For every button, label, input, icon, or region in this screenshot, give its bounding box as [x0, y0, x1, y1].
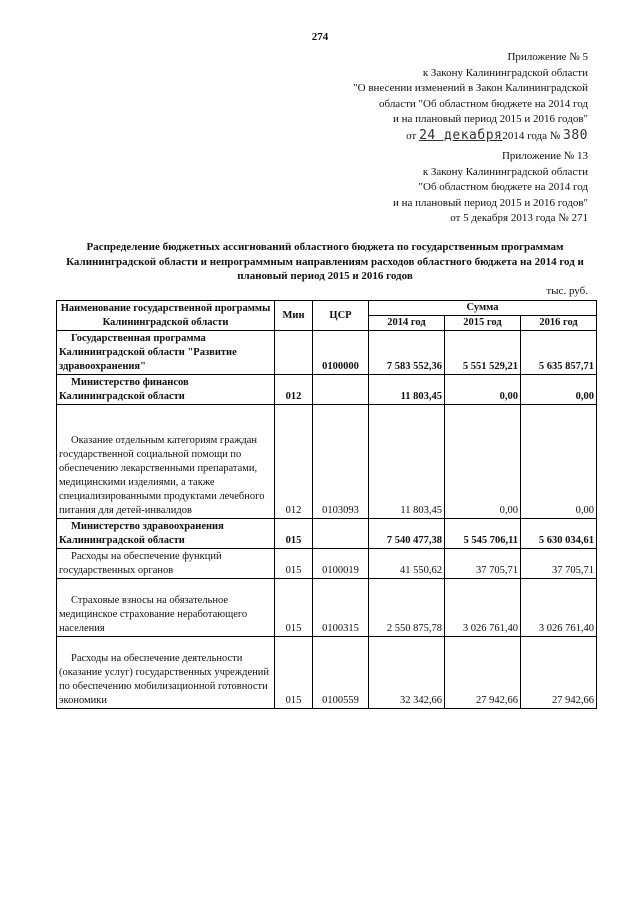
appendix-13-date-line: от 5 декабря 2013 года № 271	[450, 212, 588, 224]
table-row	[57, 579, 597, 637]
row-2015: 5 551 529,21	[445, 331, 521, 375]
row-name: Оказание отдельным категориям граждан государственной социальной помощи по обеспечению лекарственными препаратами, медицинскими изделиями, а также специализированными продуктами лечебного питания для детей-инвалидов	[57, 405, 275, 519]
row-name: Государственная программа Калининградской области "Развитие здравоохранения"	[57, 331, 275, 375]
row-name: Министерство финансов Калининградской области	[57, 375, 275, 405]
row-csr: 0103093	[313, 405, 369, 519]
header-name: Наименование государственной программы Калининградской области	[57, 301, 275, 331]
row-2016: 0,00	[521, 375, 597, 405]
table-row	[57, 331, 597, 375]
row-2015: 3 026 761,40	[445, 579, 521, 637]
appendix-13-law-ref: к Закону Калининградской области	[422, 165, 588, 178]
date-suffix: 2014 года №	[502, 129, 561, 142]
appendix-5-date-line	[353, 128, 588, 145]
row-2014: 32 342,66	[369, 637, 445, 709]
row-name: Министерство здравоохранения Калининградской области	[57, 519, 275, 549]
appendix-5-title: Приложение № 5	[507, 51, 588, 63]
header-2015: 2015 год	[445, 316, 521, 331]
handwritten-date: 24 декабря	[419, 127, 503, 143]
row-csr: 0100000	[313, 331, 369, 375]
row-2015: 27 942,66	[445, 637, 521, 709]
table-row	[57, 405, 597, 519]
row-2015: 5 545 706,11	[445, 519, 521, 549]
date-prefix: от	[406, 129, 417, 142]
row-name: Страховые взносы на обязательное медицинское страхование неработающего населения	[57, 579, 275, 637]
appendix-13-header	[393, 149, 588, 227]
handwritten-number: 380	[563, 127, 588, 143]
budget-table	[56, 300, 597, 709]
header-min: Мин	[275, 301, 313, 331]
header-csr: ЦСР	[313, 301, 369, 331]
appendix-13-law-name-1: "Об областном бюджете на 2014 год	[418, 181, 588, 193]
row-min: 012	[275, 405, 313, 519]
row-min: 012	[275, 375, 313, 405]
row-min	[275, 331, 313, 375]
row-csr	[313, 375, 369, 405]
row-name: Расходы на обеспечение функций государственных органов	[57, 549, 275, 579]
header-sum: Сумма	[369, 301, 597, 316]
row-2014: 7 540 477,38	[369, 519, 445, 549]
appendix-5-header	[353, 50, 588, 144]
appendix-5-law-name-3: и на плановый период 2015 и 2016 годов"	[392, 113, 588, 125]
row-2014: 7 583 552,36	[369, 331, 445, 375]
row-2014: 11 803,45	[369, 375, 445, 405]
table-row	[57, 637, 597, 709]
row-2016: 27 942,66	[521, 637, 597, 709]
appendix-5-law-ref: к Закону Калининградской области	[422, 66, 588, 79]
header-2014: 2014 год	[369, 316, 445, 331]
header-2016: 2016 год	[521, 316, 597, 331]
row-csr: 0100315	[313, 579, 369, 637]
row-2016: 5 630 034,61	[521, 519, 597, 549]
row-min: 015	[275, 637, 313, 709]
row-2014: 41 550,62	[369, 549, 445, 579]
row-csr	[313, 519, 369, 549]
row-min: 015	[275, 549, 313, 579]
appendix-5-law-name-2: области "Об областном бюджете на 2014 год	[379, 97, 588, 110]
row-min: 015	[275, 519, 313, 549]
units-label: тыс. руб.	[546, 285, 588, 297]
row-2014: 11 803,45	[369, 405, 445, 519]
row-csr: 0100019	[313, 549, 369, 579]
appendix-13-title: Приложение № 13	[501, 150, 588, 162]
row-csr: 0100559	[313, 637, 369, 709]
appendix-13-law-name-2: и на плановый период 2015 и 2016 годов"	[392, 196, 588, 209]
table-row	[57, 375, 597, 405]
row-2015: 37 705,71	[445, 549, 521, 579]
table-row	[57, 519, 597, 549]
appendix-5-law-name-1: "О внесении изменений в Закон Калининградской	[353, 82, 588, 94]
row-2014: 2 550 875,78	[369, 579, 445, 637]
table-row	[57, 549, 597, 579]
page-number: 274	[311, 31, 329, 43]
row-2016: 37 705,71	[521, 549, 597, 579]
row-min: 015	[275, 579, 313, 637]
row-name: Расходы на обеспечение деятельности (оказание услуг) государственных учреждений по обеспечению мобилизационной готовности экономики	[57, 637, 275, 709]
row-2016: 5 635 857,71	[521, 331, 597, 375]
document-title: Распределение бюджетных ассигнований областного бюджета по государственным программам Калининградской области и непрограммным направлениям расходов областного бюджета на 2014 год и плановый период 2015 и 2016 годов	[66, 241, 584, 282]
row-2016: 0,00	[521, 405, 597, 519]
row-2015: 0,00	[445, 405, 521, 519]
row-2015: 0,00	[445, 375, 521, 405]
row-2016: 3 026 761,40	[521, 579, 597, 637]
